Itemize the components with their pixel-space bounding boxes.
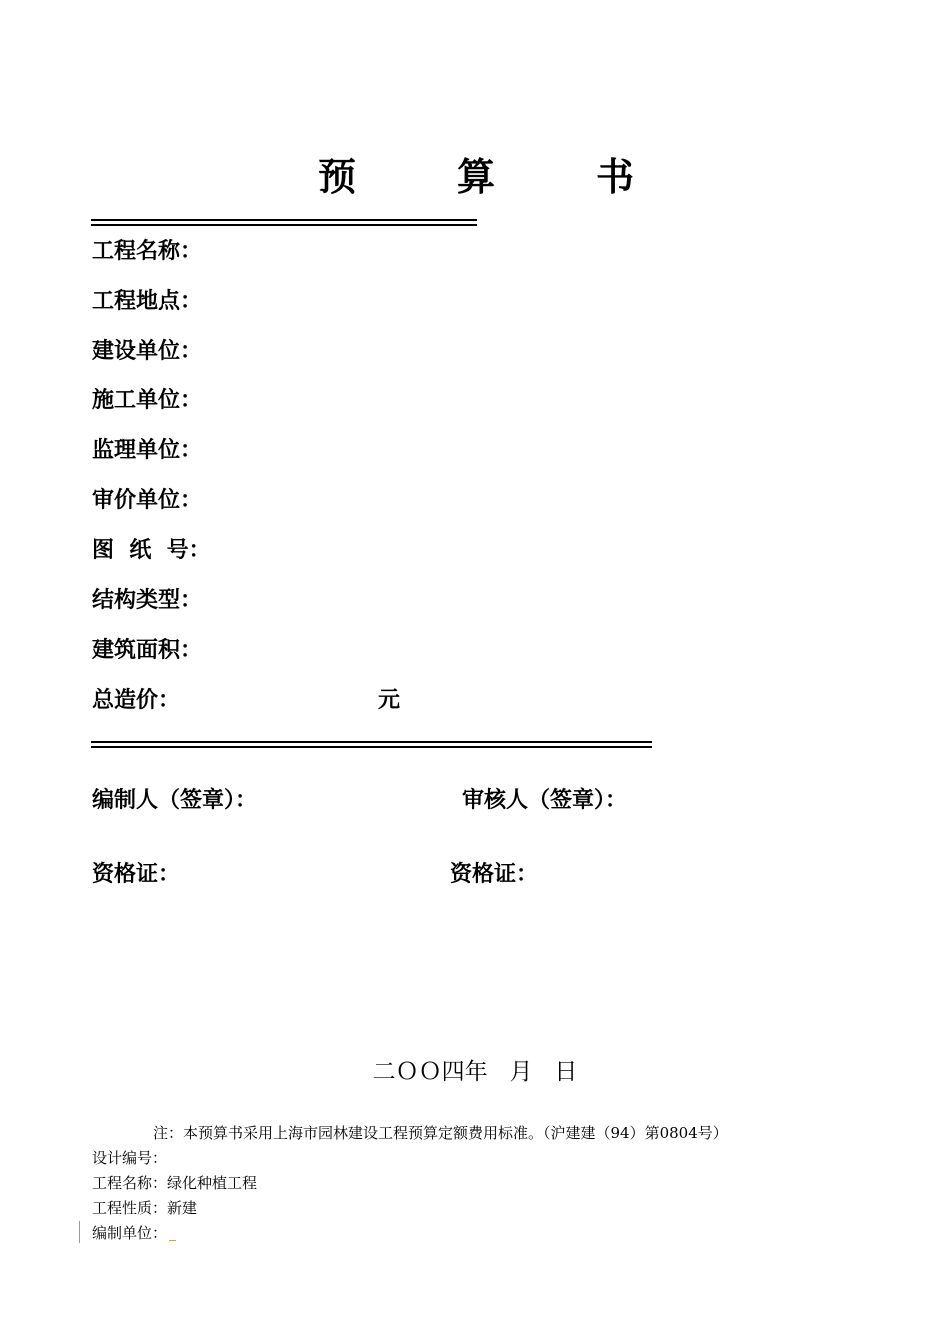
document-date: 二ＯＯ四年 月 日 (372, 1059, 578, 1085)
field-total-cost: 总造价： (92, 687, 181, 713)
preparer-certificate: 资格证： (92, 861, 181, 887)
field-supervision-unit: 监理单位： (92, 437, 203, 463)
document-title (0, 152, 950, 202)
reviewer-signature: 审核人（签章）： (462, 787, 628, 813)
title-char-2: 算 (457, 154, 496, 199)
project-name-line: 工程名称：绿化种植工程 (92, 1174, 258, 1192)
compiling-unit-line (92, 1222, 176, 1244)
text-cursor-mark (169, 1240, 176, 1241)
top-double-rule (91, 219, 477, 226)
total-cost-unit: 元 (378, 687, 401, 713)
standard-note: 注：本预算书采用上海市园林建设工程预算定额费用标准。（沪建建（94）第0804号） (153, 1124, 728, 1142)
field-project-location: 工程地点： (92, 288, 203, 314)
title-char-3: 书 (596, 154, 635, 199)
bottom-double-rule (91, 741, 652, 748)
field-project-name: 工程名称： (92, 238, 203, 264)
field-builder-unit: 施工单位： (92, 387, 203, 413)
preparer-signature: 编制人（签章）： (92, 787, 258, 813)
field-audit-unit: 审价单位： (92, 487, 203, 513)
compiling-unit-label: 编制单位： (92, 1224, 168, 1242)
reviewer-certificate: 资格证： (450, 861, 539, 887)
title-char-1: 预 (318, 154, 357, 199)
margin-bar (79, 1221, 80, 1243)
field-construction-unit: 建设单位： (92, 338, 203, 364)
field-structure-type: 结构类型： (92, 587, 203, 613)
design-number: 设计编号： (92, 1149, 168, 1167)
project-nature-line: 工程性质：新建 (92, 1199, 198, 1217)
field-drawing-no: 图 纸 号： (92, 537, 211, 563)
field-building-area: 建筑面积： (92, 637, 203, 663)
